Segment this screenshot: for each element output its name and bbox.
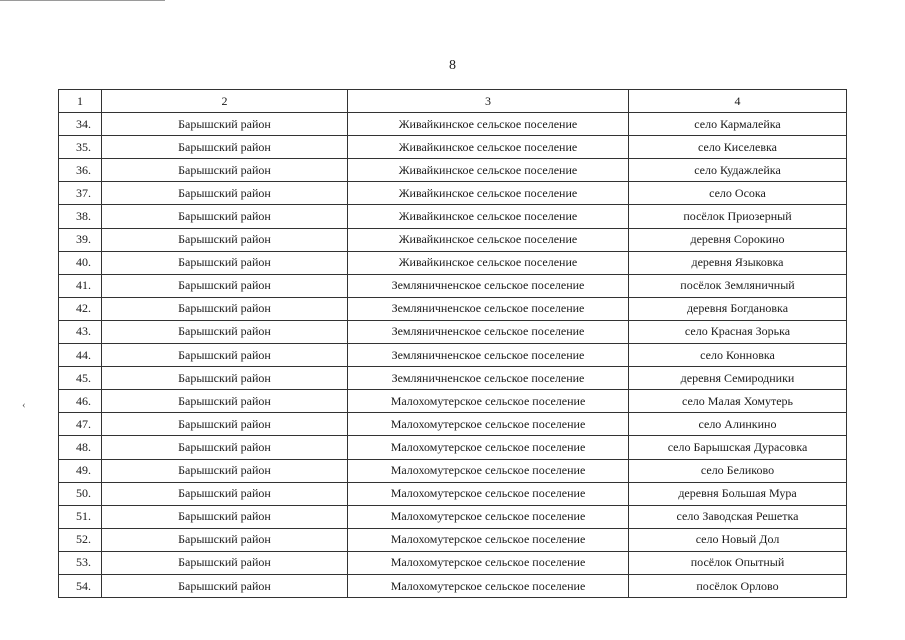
table-row bbox=[59, 274, 847, 297]
locality-cell: село Алинкино bbox=[629, 413, 847, 436]
locality-cell: посёлок Земляничный bbox=[629, 274, 847, 297]
district-cell: Барышский район bbox=[102, 297, 348, 320]
row-number-cell: 39. bbox=[59, 228, 102, 251]
settlement-cell: Земляничненское сельское поселение bbox=[348, 344, 629, 367]
settlement-cell: Живайкинское сельское поселение bbox=[348, 251, 629, 274]
row-number-cell: 42. bbox=[59, 297, 102, 320]
settlement-cell: Живайкинское сельское поселение bbox=[348, 159, 629, 182]
settlement-cell: Земляничненское сельское поселение bbox=[348, 274, 629, 297]
table-row bbox=[59, 551, 847, 574]
district-cell: Барышский район bbox=[102, 413, 348, 436]
settlement-cell: Малохомутерское сельское поселение bbox=[348, 574, 629, 597]
row-number-cell: 41. bbox=[59, 274, 102, 297]
settlement-cell: Малохомутерское сельское поселение bbox=[348, 505, 629, 528]
table-row bbox=[59, 344, 847, 367]
row-number-cell: 34. bbox=[59, 113, 102, 136]
row-number-cell: 44. bbox=[59, 344, 102, 367]
row-number-cell: 35. bbox=[59, 136, 102, 159]
row-number-cell: 45. bbox=[59, 367, 102, 390]
district-cell: Барышский район bbox=[102, 482, 348, 505]
district-cell: Барышский район bbox=[102, 136, 348, 159]
settlement-cell: Малохомутерское сельское поселение bbox=[348, 413, 629, 436]
table-row bbox=[59, 136, 847, 159]
district-cell: Барышский район bbox=[102, 436, 348, 459]
settlement-cell: Живайкинское сельское поселение bbox=[348, 228, 629, 251]
row-number-cell: 53. bbox=[59, 551, 102, 574]
locality-cell: село Киселевка bbox=[629, 136, 847, 159]
district-cell: Барышский район bbox=[102, 251, 348, 274]
row-number-cell: 54. bbox=[59, 574, 102, 597]
row-number-cell: 48. bbox=[59, 436, 102, 459]
locality-cell: село Заводская Решетка bbox=[629, 505, 847, 528]
locality-cell: деревня Семиродники bbox=[629, 367, 847, 390]
settlement-cell: Живайкинское сельское поселение bbox=[348, 136, 629, 159]
table-row bbox=[59, 159, 847, 182]
locality-cell: село Малая Хомутерь bbox=[629, 390, 847, 413]
locality-cell: посёлок Орлово bbox=[629, 574, 847, 597]
district-cell: Барышский район bbox=[102, 459, 348, 482]
header-cell-4: 4 bbox=[629, 90, 847, 113]
locality-cell: посёлок Опытный bbox=[629, 551, 847, 574]
row-number-cell: 38. bbox=[59, 205, 102, 228]
settlement-cell: Живайкинское сельское поселение bbox=[348, 113, 629, 136]
table-row bbox=[59, 390, 847, 413]
district-cell: Барышский район bbox=[102, 367, 348, 390]
locality-cell: село Осока bbox=[629, 182, 847, 205]
district-cell: Барышский район bbox=[102, 274, 348, 297]
locality-cell: село Кармалейка bbox=[629, 113, 847, 136]
header-cell-2: 2 bbox=[102, 90, 348, 113]
district-cell: Барышский район bbox=[102, 159, 348, 182]
row-number-cell: 49. bbox=[59, 459, 102, 482]
settlement-cell: Малохомутерское сельское поселение bbox=[348, 459, 629, 482]
table-row bbox=[59, 113, 847, 136]
table-row bbox=[59, 228, 847, 251]
district-cell: Барышский район bbox=[102, 320, 348, 343]
page-number: 8 bbox=[449, 58, 456, 73]
locality-cell: деревня Богдановка bbox=[629, 297, 847, 320]
district-cell: Барышский район bbox=[102, 551, 348, 574]
table-row bbox=[59, 436, 847, 459]
table-row bbox=[59, 182, 847, 205]
settlement-cell: Земляничненское сельское поселение bbox=[348, 367, 629, 390]
scan-artifact-mark: ‹ bbox=[22, 399, 26, 411]
district-cell: Барышский район bbox=[102, 344, 348, 367]
district-cell: Барышский район bbox=[102, 182, 348, 205]
district-cell: Барышский район bbox=[102, 205, 348, 228]
locality-cell: деревня Языковка bbox=[629, 251, 847, 274]
locality-cell: село Беликово bbox=[629, 459, 847, 482]
table-row bbox=[59, 459, 847, 482]
locality-cell: посёлок Приозерный bbox=[629, 205, 847, 228]
table-row bbox=[59, 251, 847, 274]
settlement-cell: Малохомутерское сельское поселение bbox=[348, 551, 629, 574]
settlement-cell: Малохомутерское сельское поселение bbox=[348, 528, 629, 551]
row-number-cell: 52. bbox=[59, 528, 102, 551]
header-cell-3: 3 bbox=[348, 90, 629, 113]
locality-cell: село Барышская Дурасовка bbox=[629, 436, 847, 459]
settlements-table bbox=[58, 89, 847, 598]
row-number-cell: 47. bbox=[59, 413, 102, 436]
scan-edge-line bbox=[0, 0, 165, 1]
table-row bbox=[59, 528, 847, 551]
table-header-row bbox=[59, 90, 847, 113]
district-cell: Барышский район bbox=[102, 505, 348, 528]
locality-cell: деревня Большая Мура bbox=[629, 482, 847, 505]
row-number-cell: 46. bbox=[59, 390, 102, 413]
locality-cell: село Красная Зорька bbox=[629, 320, 847, 343]
table-row bbox=[59, 413, 847, 436]
locality-cell: село Конновка bbox=[629, 344, 847, 367]
table-row bbox=[59, 205, 847, 228]
district-cell: Барышский район bbox=[102, 574, 348, 597]
row-number-cell: 50. bbox=[59, 482, 102, 505]
row-number-cell: 51. bbox=[59, 505, 102, 528]
header-cell-1: 1 bbox=[59, 90, 102, 113]
table-row bbox=[59, 320, 847, 343]
settlement-cell: Малохомутерское сельское поселение bbox=[348, 482, 629, 505]
settlement-cell: Живайкинское сельское поселение bbox=[348, 182, 629, 205]
table-row bbox=[59, 367, 847, 390]
table-row bbox=[59, 574, 847, 597]
row-number-cell: 36. bbox=[59, 159, 102, 182]
table-row bbox=[59, 482, 847, 505]
settlement-cell: Малохомутерское сельское поселение bbox=[348, 390, 629, 413]
locality-cell: деревня Сорокино bbox=[629, 228, 847, 251]
table-body bbox=[59, 90, 847, 598]
row-number-cell: 37. bbox=[59, 182, 102, 205]
table-row bbox=[59, 297, 847, 320]
locality-cell: село Новый Дол bbox=[629, 528, 847, 551]
settlement-cell: Живайкинское сельское поселение bbox=[348, 205, 629, 228]
settlement-cell: Малохомутерское сельское поселение bbox=[348, 436, 629, 459]
locality-cell: село Кудажлейка bbox=[629, 159, 847, 182]
district-cell: Барышский район bbox=[102, 390, 348, 413]
table-row bbox=[59, 505, 847, 528]
settlement-cell: Земляничненское сельское поселение bbox=[348, 320, 629, 343]
settlement-cell: Земляничненское сельское поселение bbox=[348, 297, 629, 320]
row-number-cell: 43. bbox=[59, 320, 102, 343]
row-number-cell: 40. bbox=[59, 251, 102, 274]
district-cell: Барышский район bbox=[102, 528, 348, 551]
district-cell: Барышский район bbox=[102, 228, 348, 251]
district-cell: Барышский район bbox=[102, 113, 348, 136]
